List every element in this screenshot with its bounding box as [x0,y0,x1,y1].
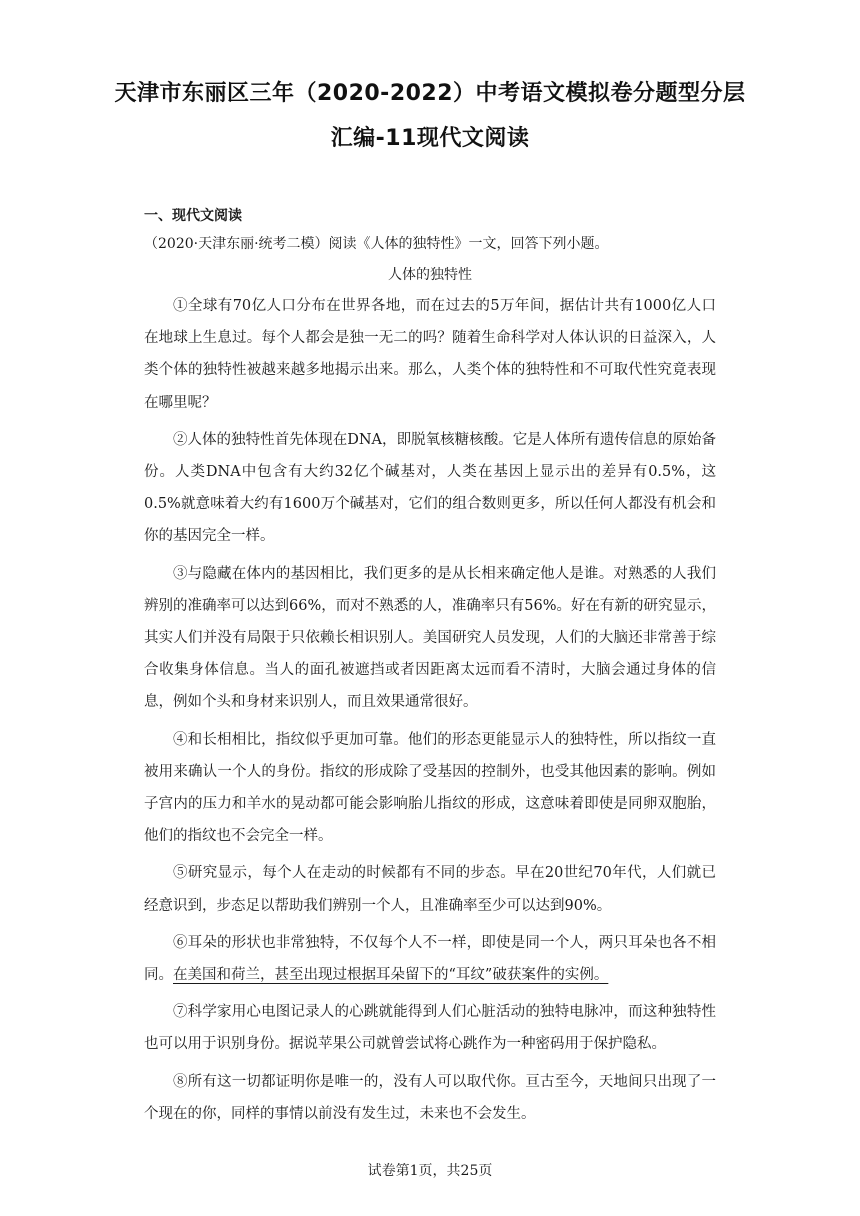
paragraph-6 [144,927,716,991]
paragraph-5: ⑤研究显示，每个人在走动的时候都有不同的步态。早在20世纪70年代，人们就已经意识到，步态足以帮助我们辨别一个人，且准确率至少可以达到90%。 [144,865,716,914]
article-title: 人体的独特性 [388,267,472,283]
section-heading: 一、现代文阅读 [144,208,242,224]
paragraph-6-text: ⑥耳朵的形状也非常独特，不仅每个人不一样，即使是同一个人，两只耳朵也各不相同。 [144,934,716,984]
article-body [144,290,716,1130]
paragraph-1: ①全球有70亿人口分布在世界各地，而在过去的5万年间，据估计共有1000亿人口在地球上生息过。每个人都会是独一无二的吗？随着生命科学对人体认识的日益深入，人类个体的独特性被越来越多地揭示出来。那么，人类个体的独特性和不可取代性究竟表现在哪里呢？ [144,298,716,411]
paragraph-2: ②人体的独特性首先体现在DNA，即脱氧核糖核酸。它是人体所有遗传信息的原始备份。人类DNA中包含有大约32亿个碱基对，人类在基因上显示出的差异有0.5%，这0.5%就意味着大约有1600万个碱基对，它们的组合数则更多，所以任何人都没有机会和你的基因完全一样。 [144,431,716,545]
document-title-line2: 汇编-11现代文阅读 [330,126,530,151]
underlined-sentence: 在美国和荷兰，甚至出现过根据耳朵留下的“耳纹”破获案件的实例。 [173,967,609,984]
page-footer: 试卷第1页，共25页 [367,1163,493,1179]
paragraph-8: ⑧所有这一切都证明你是唯一的，没有人可以取代你。亘古至今，天地间只出现了一个现在的你，同样的事情以前没有发生过，未来也不会发生。 [144,1073,716,1122]
paragraph-3: ③与隐藏在体内的基因相比，我们更多的是从长相来确定他人是谁。对熟悉的人我们辨别的准确率可以达到66%，而对不熟悉的人，准确率只有56%。好在有新的研究显示，其实人们并没有局限于只依赖长相识别人。美国研究人员发现，人们的大脑还非常善于综合收集身体信息。当人的面孔被遮挡或者因距离太远而看不清时，大脑会通过身体的信息，例如个头和身材来识别人，而且效果通常很好。 [144,565,716,711]
paragraph-4: ④和长相相比，指纹似乎更加可靠。他们的形态更能显示人的独特性，所以指纹一直被用来确认一个人的身份。指纹的形成除了受基因的控制外，也受其他因素的影响。例如子宫内的压力和羊水的晃动都可能会影响胎儿指纹的形成，这意味着即使是同卵双胞胎，他们的指纹也不会完全一样。 [144,731,716,845]
document-title-line1: 天津市东丽区三年（2020-2022）中考语文模拟卷分题型分层 [114,81,746,106]
paragraph-7: ⑦科学家用心电图记录人的心跳就能得到人们心脏活动的独特电脉冲，而这种独特性也可以用于识别身份。据说苹果公司就曾尝试将心跳作为一种密码用于保护隐私。 [144,1004,716,1053]
source-line: （2020·天津东丽·统考二模）阅读《人体的独特性》一文，回答下列小题。 [144,236,609,252]
